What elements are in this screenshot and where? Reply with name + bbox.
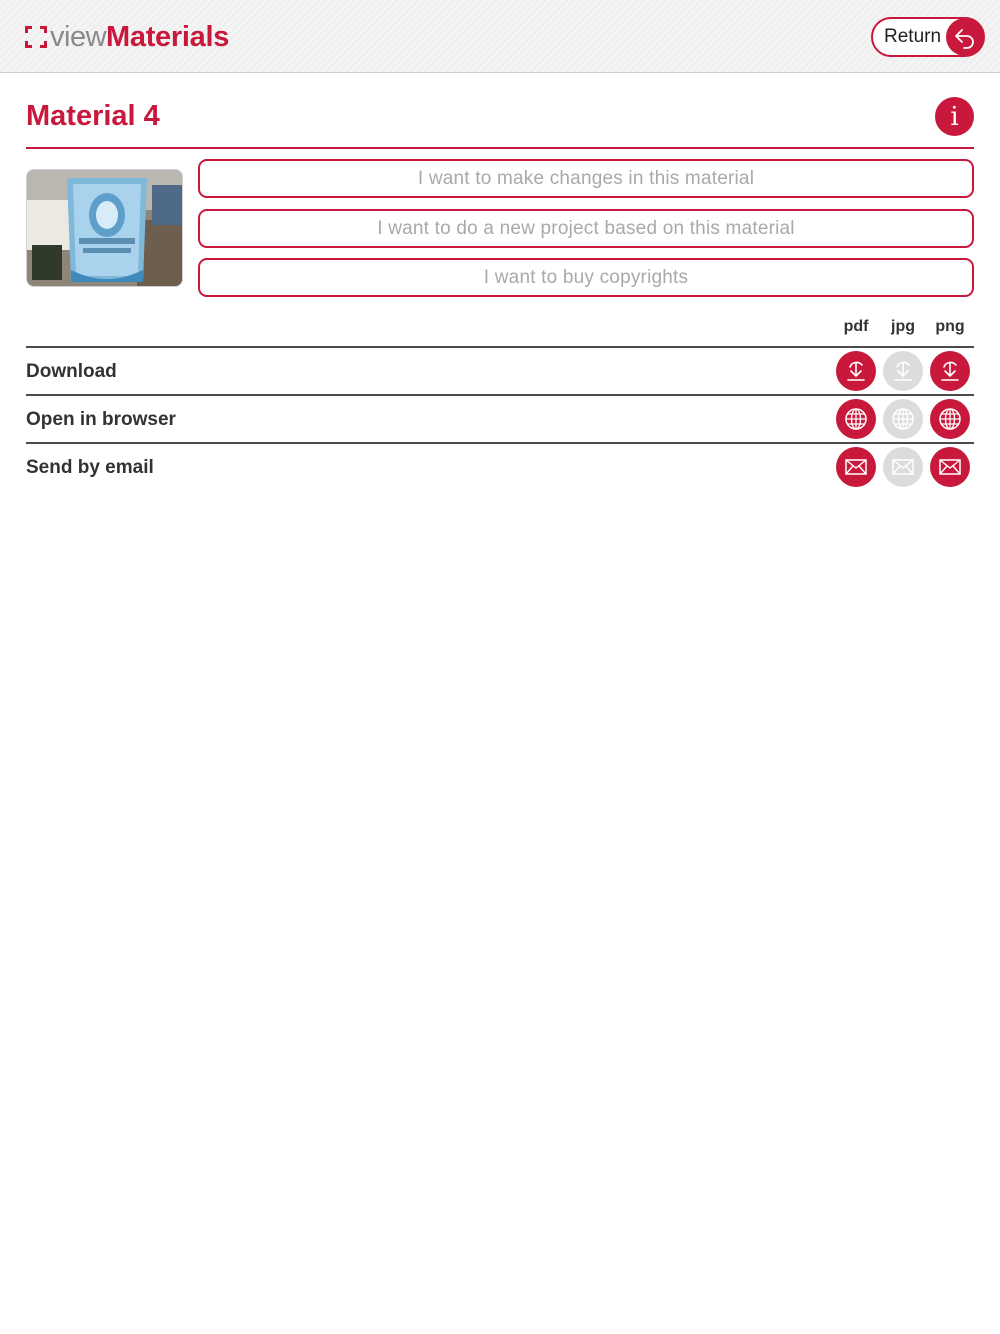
page-title: Material 4 — [26, 100, 160, 132]
globe-icon — [891, 407, 915, 431]
app-header — [0, 0, 1000, 73]
make-changes-button[interactable]: I want to make changes in this material — [198, 159, 974, 198]
buy-copyrights-button[interactable]: I want to buy copyrights — [198, 258, 974, 297]
row-divider — [26, 442, 974, 444]
open-browser-jpg-button[interactable] — [883, 399, 923, 439]
download-icon — [890, 358, 916, 384]
download-icon — [843, 358, 869, 384]
app-logo — [25, 20, 229, 54]
format-header-pdf: pdf — [843, 318, 869, 335]
globe-icon — [938, 407, 962, 431]
email-png-button[interactable] — [930, 447, 970, 487]
photo-thumbnail-icon — [27, 170, 183, 287]
return-arrow-icon — [946, 18, 984, 56]
return-button-label: Return — [884, 26, 942, 47]
row-label-open-in-browser: Open in browser — [26, 409, 176, 430]
logo-text-materials: Materials — [106, 20, 230, 53]
row-label-send-by-email: Send by email — [26, 457, 154, 478]
download-png-button[interactable] — [930, 351, 970, 391]
download-icon — [937, 358, 963, 384]
download-pdf-button[interactable] — [836, 351, 876, 391]
format-header-jpg: jpg — [891, 318, 915, 335]
globe-icon — [844, 407, 868, 431]
return-button[interactable] — [871, 17, 985, 57]
download-jpg-button[interactable] — [883, 351, 923, 391]
format-header-png: png — [935, 318, 965, 335]
row-divider — [26, 346, 974, 348]
title-row — [26, 95, 974, 149]
open-browser-png-button[interactable] — [930, 399, 970, 439]
new-project-button[interactable]: I want to do a new project based on this material — [198, 209, 974, 248]
open-browser-pdf-button[interactable] — [836, 399, 876, 439]
mail-icon — [891, 455, 915, 479]
row-divider — [26, 394, 974, 396]
logo-frame-icon — [25, 26, 47, 48]
row-label-download: Download — [26, 361, 117, 382]
info-button[interactable]: i — [935, 97, 974, 136]
logo-text-view: view — [50, 20, 107, 53]
email-jpg-button[interactable] — [883, 447, 923, 487]
material-thumbnail[interactable] — [26, 169, 183, 287]
mail-icon — [938, 455, 962, 479]
mail-icon — [844, 455, 868, 479]
email-pdf-button[interactable] — [836, 447, 876, 487]
